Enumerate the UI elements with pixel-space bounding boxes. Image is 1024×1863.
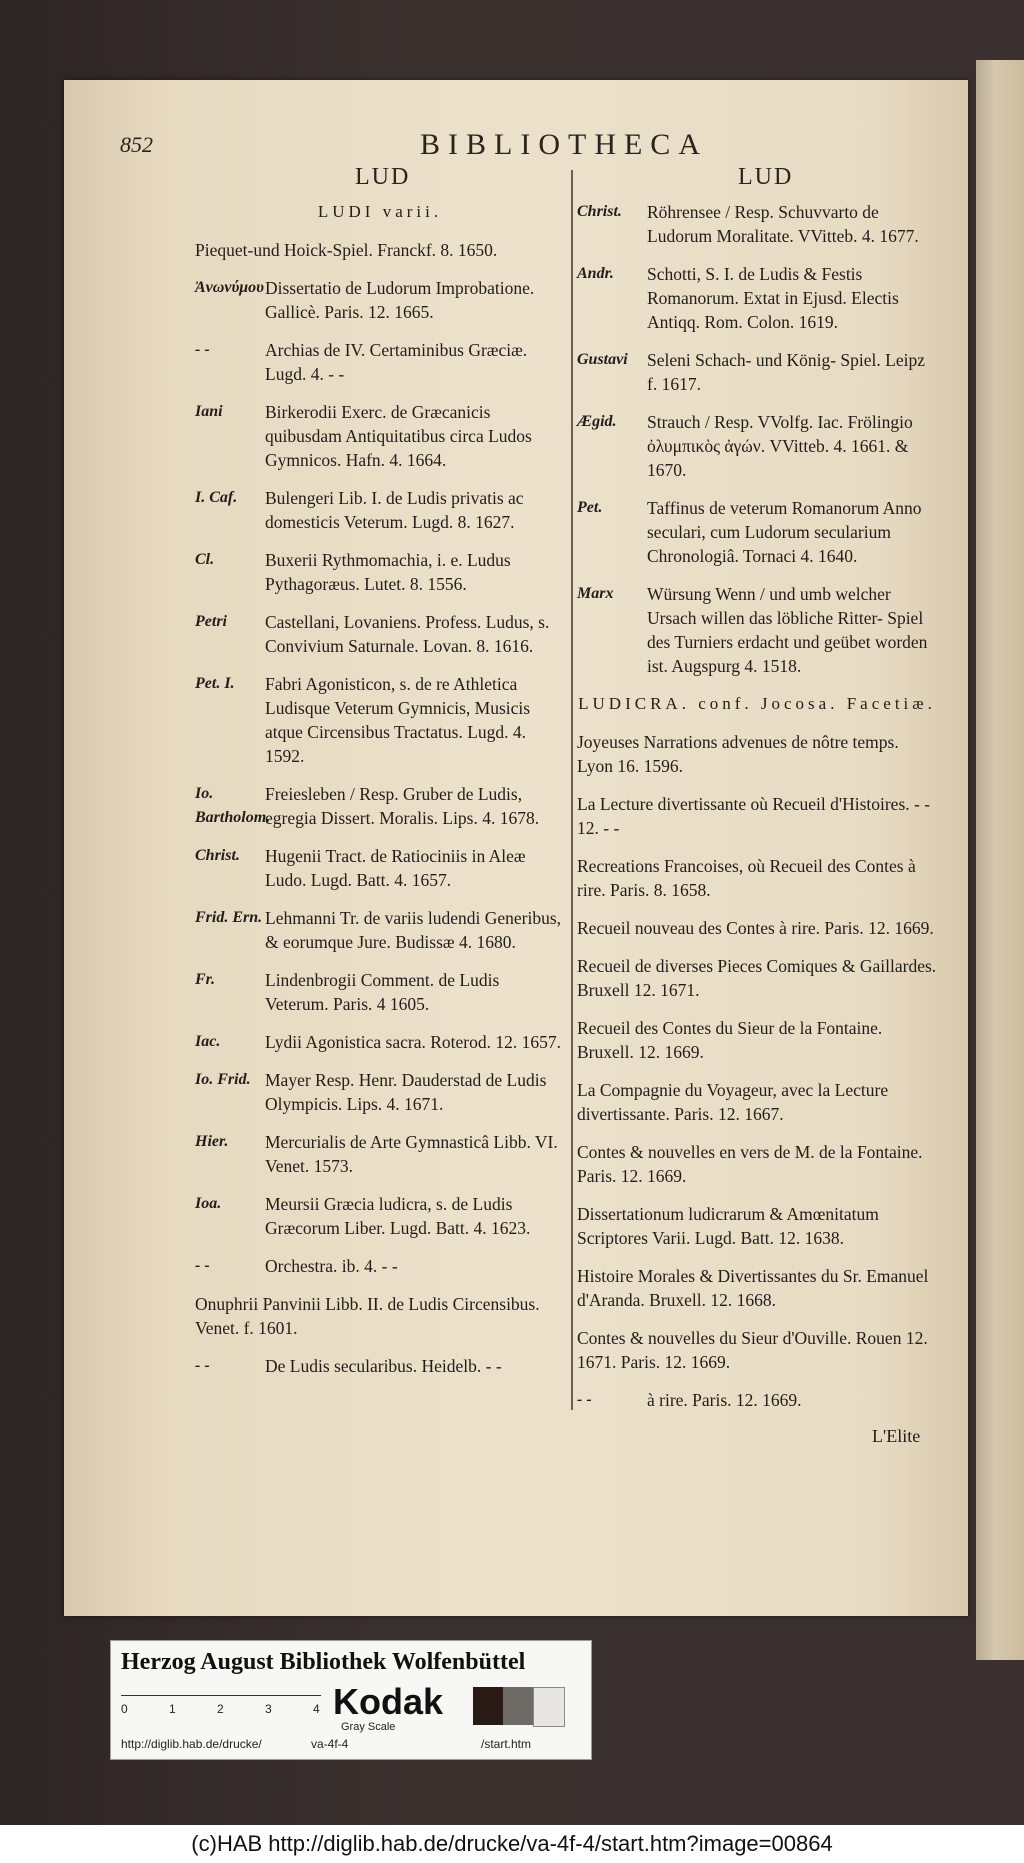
entry-text: La Lecture divertissante où Recueil d'Histoires. - - 12. - - bbox=[577, 794, 931, 838]
catalog-entry bbox=[577, 854, 937, 902]
catalog-entry bbox=[195, 238, 565, 262]
entry-text: Strauch / Resp. VVolfg. Iac. Frölingio ὀλυμπικὸς ἀγών. VVitteb. 4. 1661. & 1670. bbox=[647, 412, 913, 480]
entry-text: Lindenbrogii Comment. de Ludis Veterum. Paris. 4 1605. bbox=[265, 970, 500, 1014]
entry-author-forename: Iac. bbox=[195, 1033, 221, 1050]
entry-author-forename: - - bbox=[577, 1391, 592, 1408]
entry-text: La Compagnie du Voyageur, avec la Lecture divertissante. Paris. 12. 1667. bbox=[577, 1080, 889, 1124]
library-name: Herzog August Bibliothek Wolfenbüttel bbox=[121, 1649, 526, 1675]
kodak-logo: Kodak bbox=[333, 1681, 444, 1722]
catalog-entry bbox=[195, 906, 565, 954]
footer-credit: (c)HAB http://diglib.hab.de/drucke/va-4f-4/start.htm?image=00864 bbox=[0, 1825, 1024, 1863]
color-swatch-light bbox=[533, 1687, 565, 1727]
entry-text: Freiesleben / Resp. Gruber de Ludis, egregia Dissert. Moralis. Lips. 4. 1678. bbox=[265, 784, 540, 828]
catalog-entry bbox=[195, 610, 565, 658]
column-divider bbox=[571, 170, 573, 1410]
entry-text: Mayer Resp. Henr. Dauderstad de Ludis Olympicis. Lips. 4. 1671. bbox=[265, 1070, 547, 1114]
catalog-entry bbox=[577, 730, 937, 778]
column-head-right: LUD bbox=[738, 164, 794, 190]
left-column bbox=[195, 200, 565, 1392]
entry-author-forename: - - bbox=[195, 1357, 210, 1374]
entry-author-forename: Fr. bbox=[195, 971, 216, 988]
entry-text: Bulengeri Lib. I. de Ludis privatis ac domesticis Veterum. Lugd. 8. 1627. bbox=[265, 488, 524, 532]
entry-author-forename: Ioa. bbox=[195, 1195, 222, 1212]
library-label bbox=[110, 1640, 592, 1760]
entry-text: Würsung Wenn / und umb welcher Ursach willen das löbliche Ritter- Spiel des Turniers erdacht und geübet worden ist. Augspurg 4. 1518. bbox=[647, 584, 928, 676]
label-url-left: http://diglib.hab.de/drucke/ bbox=[121, 1737, 262, 1751]
entry-text: Seleni Schach- und König- Spiel. Leipz f. 1617. bbox=[647, 350, 925, 394]
entry-text: Röhrensee / Resp. Schuvvarto de Ludorum Moralitate. VVitteb. 4. 1677. bbox=[647, 202, 919, 246]
entry-text: Dissertatio de Ludorum Improbatione. Gallicè. Paris. 12. 1665. bbox=[265, 278, 535, 322]
entry-text: Histoire Morales & Divertissantes du Sr. Emanuel d'Aranda. Bruxell. 12. 1668. bbox=[577, 1266, 929, 1310]
scale-num: 4 bbox=[313, 1702, 320, 1716]
entry-text: Lehmanni Tr. de variis ludendi Generibus, & eorumque Jure. Budissæ 4. 1680. bbox=[265, 908, 562, 952]
entry-text: Contes & nouvelles du Sieur d'Ouville. Rouen 12. 1671. Paris. 12. 1669. bbox=[577, 1328, 928, 1372]
catalog-entry bbox=[577, 954, 937, 1002]
catalog-entry bbox=[577, 1326, 937, 1374]
entry-author-forename: Christ. bbox=[195, 847, 240, 864]
color-swatch-dark bbox=[473, 1687, 503, 1725]
entry-author-forename: - - bbox=[195, 1257, 210, 1274]
catalog-entry bbox=[195, 1254, 565, 1278]
entry-author-forename: Andr. bbox=[577, 265, 614, 282]
catalog-entry bbox=[195, 1030, 565, 1054]
entry-text: Recueil nouveau des Contes à rire. Paris. 12. 1669. bbox=[577, 918, 934, 938]
catalog-entry bbox=[195, 338, 565, 386]
catalog-entry bbox=[577, 496, 937, 568]
catalog-entry bbox=[577, 792, 937, 840]
entry-author-forename: Christ. bbox=[577, 203, 622, 220]
scale-num: 3 bbox=[265, 1702, 272, 1716]
column-head-left: LUD bbox=[355, 164, 411, 190]
catalog-entry bbox=[195, 1192, 565, 1240]
catalog-entry bbox=[577, 1264, 937, 1312]
entry-text: Orchestra. ib. 4. - - bbox=[265, 1256, 398, 1276]
section-heading bbox=[577, 692, 937, 716]
catalog-entry bbox=[577, 1016, 937, 1064]
entry-text: Joyeuses Narrations advenues de nôtre temps. Lyon 16. 1596. bbox=[577, 732, 899, 776]
entry-text: Piequet-und Hoick-Spiel. Franckf. 8. 1650. bbox=[195, 240, 498, 260]
catalog-entry bbox=[577, 410, 937, 482]
label-url-right: /start.htm bbox=[481, 1737, 532, 1751]
entry-author-forename: Io. Frid. bbox=[195, 1071, 251, 1088]
catalog-entry bbox=[195, 1292, 565, 1340]
section-heading-text: LUDICRA. conf. Jocosa. Facetiæ. bbox=[578, 694, 936, 713]
catalog-entry bbox=[577, 582, 937, 678]
entry-author-forename: Hier. bbox=[195, 1133, 229, 1150]
scale-num: 2 bbox=[217, 1702, 224, 1716]
entry-author-forename: I. Caf. bbox=[195, 489, 238, 506]
catalog-entry bbox=[195, 782, 565, 830]
catalog-entry bbox=[195, 844, 565, 892]
entry-text: Contes & nouvelles en vers de M. de la Fontaine. Paris. 12. 1669. bbox=[577, 1142, 923, 1186]
entry-text: Recueil des Contes du Sieur de la Fontaine. Bruxell. 12. 1669. bbox=[577, 1018, 883, 1062]
entry-text: Fabri Agonisticon, s. de re Athletica Ludisque Veterum Gymnicis, Musicis atque Circensibus Tractatus. Lugd. 4. 1592. bbox=[265, 674, 531, 766]
catalog-entry bbox=[195, 486, 565, 534]
color-swatch-mid bbox=[503, 1687, 533, 1725]
entry-author-forename: Ἀνωνύμου bbox=[195, 279, 265, 296]
catchword: L'Elite bbox=[872, 1426, 921, 1446]
entry-text: Birkerodii Exerc. de Græcanicis quibusdam Antiquitatibus circa Ludos Gymnicos. Hafn. 4. 1664. bbox=[265, 402, 532, 470]
entry-text: Onuphrii Panvinii Libb. II. de Ludis Circensibus. Venet. f. 1601. bbox=[195, 1294, 540, 1338]
inch-scale bbox=[121, 1695, 321, 1718]
catalog-entry bbox=[577, 262, 937, 334]
catalog-entry bbox=[195, 968, 565, 1016]
section-heading bbox=[195, 200, 565, 224]
catalog-entry bbox=[577, 1078, 937, 1126]
entry-text: De Ludis secularibus. Heidelb. - - bbox=[265, 1356, 502, 1376]
catalog-entry bbox=[195, 1068, 565, 1116]
gray-scale-caption: Gray Scale bbox=[341, 1721, 396, 1733]
scale-num: 0 bbox=[121, 1702, 128, 1716]
catalog-entry bbox=[577, 1388, 937, 1412]
entry-author-forename: Io. Bartholom. bbox=[195, 785, 271, 826]
catalog-entry bbox=[195, 400, 565, 472]
entry-text: Meursii Græcia ludicra, s. de Ludis Græcorum Liber. Lugd. Batt. 4. 1623. bbox=[265, 1194, 531, 1238]
scale-num: 1 bbox=[169, 1702, 176, 1716]
entry-author-forename: Cl. bbox=[195, 551, 215, 568]
page-number: 852 bbox=[120, 132, 153, 157]
catalog-entry bbox=[195, 548, 565, 596]
catalog-entry bbox=[195, 1354, 565, 1378]
entry-text: Castellani, Lovaniens. Profess. Ludus, s. Convivium Saturnale. Lovan. 8. 1616. bbox=[265, 612, 550, 656]
catalog-entry bbox=[577, 200, 937, 248]
catalog-entry bbox=[577, 1202, 937, 1250]
catalog-entry bbox=[195, 276, 565, 324]
entry-author-forename: Pet. bbox=[577, 499, 603, 516]
entry-author-forename: Gustavi bbox=[577, 351, 628, 368]
entry-author-forename: - - bbox=[195, 341, 210, 358]
entry-text: Lydii Agonistica sacra. Roterod. 12. 1657. bbox=[265, 1032, 561, 1052]
entry-text: Mercurialis de Arte Gymnasticâ Libb. VI. Venet. 1573. bbox=[265, 1132, 558, 1176]
entry-text: Schotti, S. I. de Ludis & Festis Romanorum. Extat in Ejusd. Electis Antiqq. Rom. Colon. 1619. bbox=[647, 264, 899, 332]
adjacent-page-edge bbox=[976, 60, 1024, 1660]
entry-author-forename: Petri bbox=[195, 613, 227, 630]
entry-author-forename: Iani bbox=[195, 403, 223, 420]
catalog-entry bbox=[195, 672, 565, 768]
section-heading-text: LUDI varii. bbox=[317, 202, 443, 221]
entry-author-forename: Pet. I. bbox=[195, 675, 235, 692]
entry-text: Archias de IV. Certaminibus Græciæ. Lugd. 4. - - bbox=[265, 340, 528, 384]
entry-text: Recreations Francoises, où Recueil des Contes à rire. Paris. 8. 1658. bbox=[577, 856, 916, 900]
entry-author-forename: Ægid. bbox=[577, 413, 617, 430]
catalog-entry bbox=[577, 916, 937, 940]
right-column bbox=[577, 200, 937, 1426]
entry-text: Taffinus de veterum Romanorum Anno seculari, cum Ludorum secularium Chronologiâ. Tornaci 4. 1640. bbox=[647, 498, 922, 566]
entry-text: Dissertationum ludicrarum & Amœnitatum Scriptores Varii. Lugd. Batt. 12. 1638. bbox=[577, 1204, 879, 1248]
entry-author-forename: Frid. Ern. bbox=[195, 909, 263, 926]
entry-text: Hugenii Tract. de Ratiociniis in Aleæ Ludo. Lugd. Batt. 4. 1657. bbox=[265, 846, 526, 890]
catalog-entry bbox=[577, 1140, 937, 1188]
catalog-entry bbox=[195, 1130, 565, 1178]
entry-text: à rire. Paris. 12. 1669. bbox=[647, 1390, 802, 1410]
entry-text: Buxerii Rythmomachia, i. e. Ludus Pythagoræus. Lutet. 8. 1556. bbox=[265, 550, 511, 594]
label-url-mid: va-4f-4 bbox=[311, 1737, 349, 1751]
running-head: BIBLIOTHECA bbox=[420, 128, 708, 161]
catalog-entry bbox=[577, 348, 937, 396]
entry-author-forename: Marx bbox=[577, 585, 614, 602]
entry-text: Recueil de diverses Pieces Comiques & Gaillardes. Bruxell 12. 1671. bbox=[577, 956, 937, 1000]
